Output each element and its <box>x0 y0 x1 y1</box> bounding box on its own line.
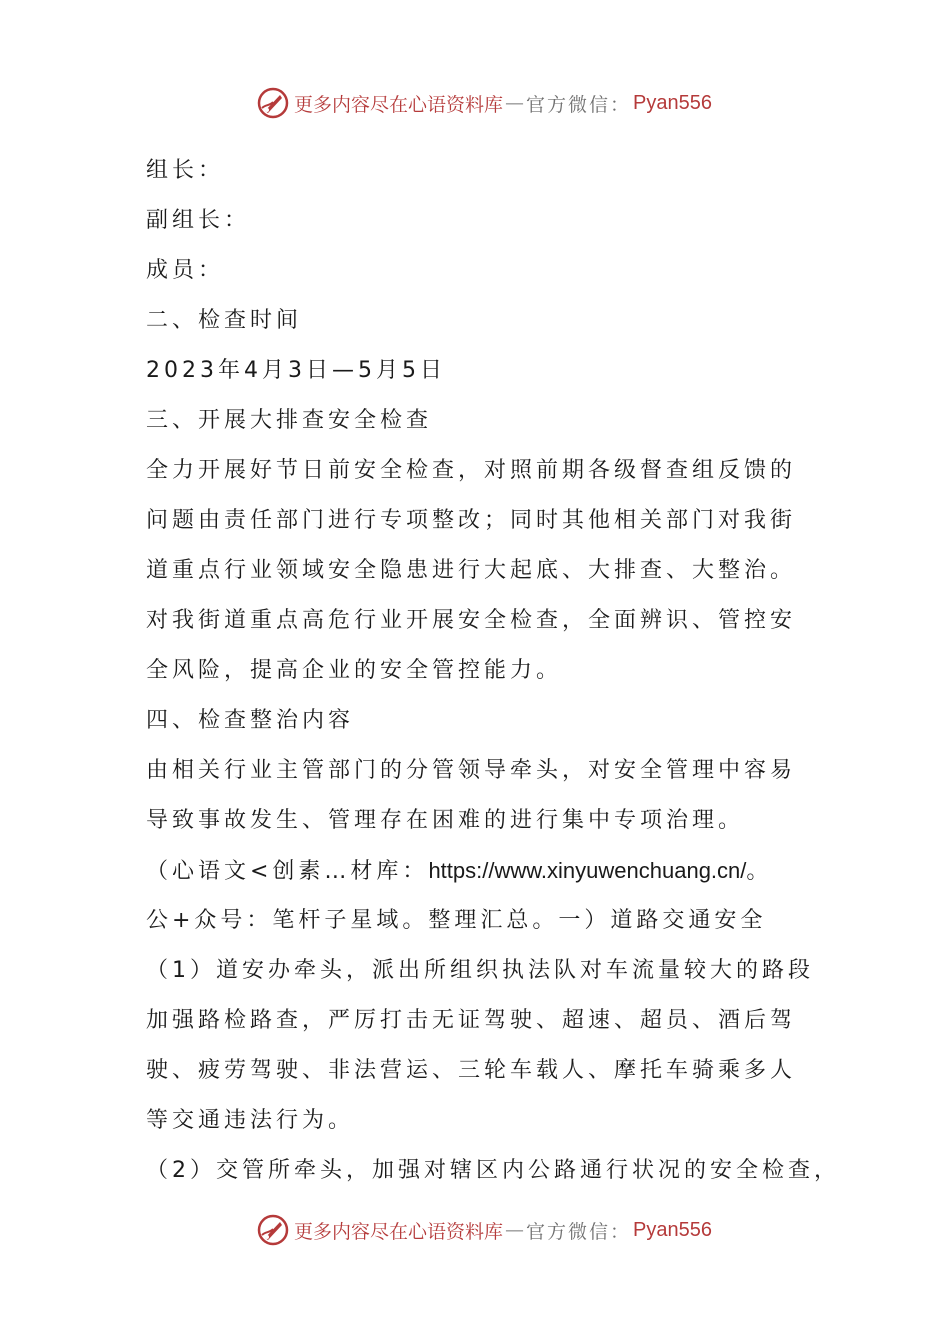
header-banner-title: 更多内容尽在心语资料库 <box>294 93 504 116</box>
paragraph-line: 全力开展好节日前安全检查，对照前期各级督查组反馈的 <box>146 458 797 483</box>
footer-banner-subtitle: 官方微信： <box>526 1220 632 1243</box>
header-banner-inner <box>256 86 712 120</box>
text-line-date-range: 2023年4月3日—5月5日 <box>146 358 446 383</box>
header-banner-separator: — <box>505 92 525 114</box>
source-url-link[interactable]: https://www.xinyuwenchuang.cn/ <box>428 858 747 883</box>
text-line-leader: 组长： <box>146 158 225 183</box>
paragraph-line: 对我街道重点高危行业开展安全检查，全面辨识、管控安 <box>146 608 797 633</box>
paragraph-line: （1）道安办牵头，派出所组织执法队对车流量较大的路段 <box>146 958 814 983</box>
paragraph-line: 由相关行业主管部门的分管领导牵头，对安全管理中容易 <box>146 758 797 783</box>
footer-banner-separator: — <box>505 1219 525 1241</box>
quill-logo-icon <box>256 86 290 120</box>
footer-wechat-id: Pyan556 <box>633 1218 712 1241</box>
paragraph-line: 导致事故发生、管理存在困难的进行集中专项治理。 <box>146 808 745 833</box>
footer-banner <box>0 1210 950 1250</box>
section-heading-safety-inspection: 三、开展大排查安全检查 <box>146 408 433 433</box>
paragraph-line: 驶、疲劳驾驶、非法营运、三轮车载人、摩托车骑乘多人 <box>146 1058 797 1083</box>
source-note-line <box>146 846 826 896</box>
source-note-suffix: 。 <box>746 859 773 884</box>
header-banner <box>0 83 950 123</box>
paragraph-line: 问题由责任部门进行专项整改；同时其他相关部门对我街 <box>146 508 797 533</box>
paragraph-line-road-safety-heading: 公+众号：笔杆子星域。整理汇总。一）道路交通安全 <box>146 908 767 933</box>
paragraph-line: （2）交管所牵头，加强对辖区内公路通行状况的安全检查， <box>146 1158 840 1183</box>
header-wechat-id: Pyan556 <box>633 91 712 114</box>
paragraph-line: 全风险，提高企业的安全管控能力。 <box>146 658 563 683</box>
paragraph-line: 加强路检路查，严厉打击无证驾驶、超速、超员、酒后驾 <box>146 1008 797 1033</box>
paragraph-line: 等交通违法行为。 <box>146 1108 355 1133</box>
text-line-deputy-leader: 副组长： <box>146 208 251 233</box>
quill-logo-icon <box>256 1213 290 1247</box>
section-heading-inspection-content: 四、检查整治内容 <box>146 708 355 733</box>
footer-banner-inner <box>256 1213 712 1247</box>
paragraph-line: 道重点行业领域安全隐患进行大起底、大排查、大整治。 <box>146 558 797 583</box>
text-line-members: 成员： <box>146 258 225 283</box>
footer-banner-title: 更多内容尽在心语资料库 <box>294 1220 504 1243</box>
document-body <box>146 146 840 1196</box>
header-banner-subtitle: 官方微信： <box>526 93 632 116</box>
section-heading-inspection-time: 二、检查时间 <box>146 308 303 333</box>
source-note-prefix: （心语文<创素…材库： <box>146 859 429 884</box>
